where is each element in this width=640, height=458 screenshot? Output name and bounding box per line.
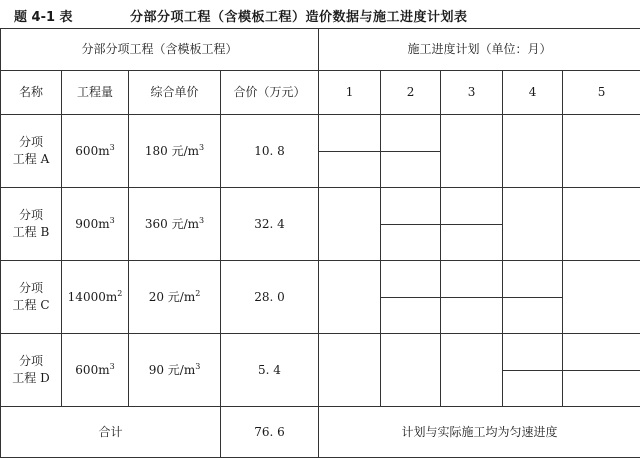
header-left-group: 分部分项工程（含模板工程） bbox=[1, 29, 319, 71]
month-cell bbox=[319, 115, 381, 188]
header-month-4: 4 bbox=[503, 71, 563, 115]
month-cell bbox=[319, 188, 381, 261]
table-row bbox=[1, 188, 640, 261]
row-quantity-sup: 2 bbox=[117, 289, 122, 298]
month-cell bbox=[381, 261, 441, 334]
month-cell bbox=[441, 334, 503, 407]
month-cell bbox=[503, 115, 563, 188]
month-cell bbox=[503, 261, 563, 334]
row-total: 28. 0 bbox=[221, 261, 319, 334]
schedule-bar bbox=[502, 297, 563, 298]
row-unit-price-cell bbox=[129, 115, 221, 188]
schedule-bar bbox=[440, 297, 503, 298]
row-name-line2: 工程 D bbox=[12, 371, 49, 385]
row-unit-price: 180 元/m bbox=[145, 144, 199, 158]
row-quantity: 600m bbox=[75, 363, 109, 377]
row-quantity: 600m bbox=[75, 144, 109, 158]
table-row bbox=[1, 115, 640, 188]
table-row bbox=[1, 334, 640, 407]
row-name-line2: 工程 C bbox=[13, 298, 50, 312]
schedule-bar bbox=[562, 370, 640, 371]
table-number: 题 4-1 表 bbox=[14, 6, 73, 25]
month-cell bbox=[563, 188, 640, 261]
month-cell bbox=[319, 334, 381, 407]
header-row-group bbox=[1, 29, 640, 71]
total-value: 76. 6 bbox=[221, 407, 319, 458]
row-unit-price-sup: 3 bbox=[199, 143, 204, 152]
row-unit-price: 360 元/m bbox=[145, 217, 199, 231]
schedule-bar bbox=[380, 297, 441, 298]
row-unit-price-cell bbox=[129, 261, 221, 334]
header-month-2: 2 bbox=[381, 71, 441, 115]
month-cell bbox=[441, 188, 503, 261]
row-quantity-cell bbox=[62, 261, 129, 334]
row-quantity-cell bbox=[62, 334, 129, 407]
month-cell bbox=[381, 334, 441, 407]
row-unit-price: 20 元/m bbox=[149, 290, 196, 304]
row-quantity-cell bbox=[62, 188, 129, 261]
row-quantity-sup: 3 bbox=[110, 216, 115, 225]
header-row-columns bbox=[1, 71, 640, 115]
month-cell bbox=[503, 188, 563, 261]
month-cell bbox=[563, 115, 640, 188]
header-month-1: 1 bbox=[319, 71, 381, 115]
month-cell bbox=[503, 334, 563, 407]
row-name-line2: 工程 A bbox=[13, 152, 49, 166]
schedule-table bbox=[0, 28, 640, 458]
row-unit-price: 90 元/m bbox=[149, 363, 196, 377]
row-name-line1: 分项 bbox=[19, 281, 43, 295]
row-name-line2: 工程 B bbox=[13, 225, 50, 239]
row-quantity-sup: 3 bbox=[110, 362, 115, 371]
header-col-unit-price: 综合单价 bbox=[129, 71, 221, 115]
row-unit-price-cell bbox=[129, 334, 221, 407]
row-total: 32. 4 bbox=[221, 188, 319, 261]
row-name-line1: 分项 bbox=[19, 135, 43, 149]
row-quantity-cell bbox=[62, 115, 129, 188]
row-name-cell bbox=[1, 188, 62, 261]
month-cell bbox=[381, 115, 441, 188]
row-name-cell bbox=[1, 261, 62, 334]
row-unit-price-sup: 3 bbox=[199, 216, 204, 225]
row-total: 5. 4 bbox=[221, 334, 319, 407]
row-quantity: 900m bbox=[75, 217, 109, 231]
row-total: 10. 8 bbox=[221, 115, 319, 188]
month-cell bbox=[381, 188, 441, 261]
header-col-quantity: 工程量 bbox=[62, 71, 129, 115]
month-cell bbox=[441, 261, 503, 334]
header-col-name: 名称 bbox=[1, 71, 62, 115]
table-row bbox=[1, 261, 640, 334]
row-name-cell bbox=[1, 334, 62, 407]
row-unit-price-sup: 2 bbox=[195, 289, 200, 298]
total-label: 合计 bbox=[1, 407, 221, 458]
schedule-bar bbox=[380, 151, 441, 152]
schedule-bar bbox=[318, 151, 381, 152]
table-caption bbox=[0, 0, 640, 28]
month-cell bbox=[441, 115, 503, 188]
header-month-5: 5 bbox=[563, 71, 640, 115]
table-title: 分部分项工程（含模板工程）造价数据与施工进度计划表 bbox=[130, 6, 468, 25]
total-row bbox=[1, 407, 640, 458]
row-name-line1: 分项 bbox=[19, 208, 43, 222]
row-unit-price-sup: 3 bbox=[195, 362, 200, 371]
schedule-bar bbox=[380, 224, 441, 225]
month-cell bbox=[319, 261, 381, 334]
header-month-3: 3 bbox=[441, 71, 503, 115]
row-name-cell bbox=[1, 115, 62, 188]
row-name-line1: 分项 bbox=[19, 354, 43, 368]
row-unit-price-cell bbox=[129, 188, 221, 261]
header-col-total: 合价（万元） bbox=[221, 71, 319, 115]
schedule-bar bbox=[502, 370, 563, 371]
schedule-bar bbox=[440, 224, 503, 225]
month-cell bbox=[563, 334, 640, 407]
month-cell bbox=[563, 261, 640, 334]
header-right-group: 施工进度计划（单位：月） bbox=[319, 29, 640, 71]
progress-note: 计划与实际施工均为匀速进度 bbox=[319, 407, 640, 458]
row-quantity: 14000m bbox=[68, 290, 118, 304]
row-quantity-sup: 3 bbox=[110, 143, 115, 152]
